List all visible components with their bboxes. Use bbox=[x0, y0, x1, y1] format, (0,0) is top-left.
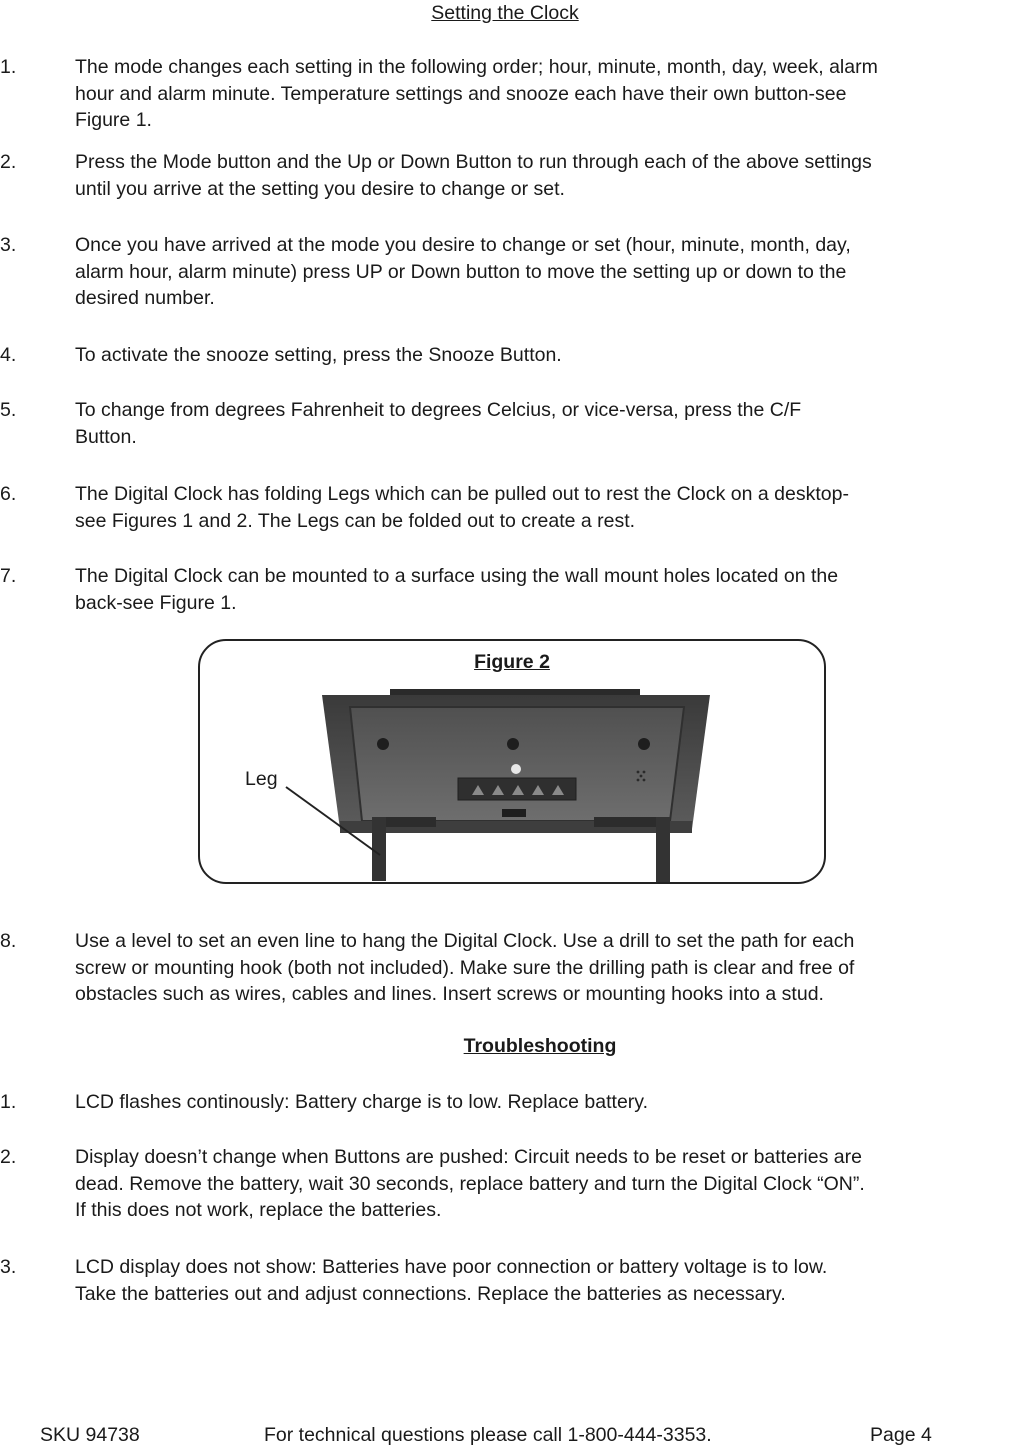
section-title-setting-the-clock: Setting the Clock bbox=[431, 2, 579, 24]
item-line: LCD display does not show: Batteries have poor connection or battery voltage is to low. bbox=[75, 1256, 828, 1278]
item-number: 2. bbox=[0, 1146, 17, 1168]
leg-right-hinge bbox=[594, 817, 656, 827]
item-line: Button. bbox=[75, 425, 137, 448]
item-number: 4. bbox=[0, 344, 17, 366]
item-number: 8. bbox=[0, 930, 17, 952]
item-line: Once you have arrived at the mode you desire to change or set (hour, minute, month, day, bbox=[75, 234, 851, 256]
item-line: until you arrive at the setting you desire to change or set. bbox=[75, 177, 565, 200]
item-number: 1. bbox=[0, 1091, 17, 1113]
section-title-troubleshooting: Troubleshooting bbox=[463, 1035, 617, 1057]
item-line: LCD flashes continously: Battery charge is to low. Replace battery. bbox=[75, 1091, 649, 1113]
leg-label: Leg bbox=[245, 768, 278, 790]
item-line: Press the Mode button and the Up or Down Button to run through each of the above settings bbox=[75, 151, 872, 173]
figure-2-panel bbox=[198, 639, 826, 884]
item-number: 3. bbox=[0, 234, 17, 256]
item-line: obstacles such as wires, cables and lines. Insert screws or mounting hooks into a stud. bbox=[75, 983, 824, 1005]
leg-left bbox=[372, 817, 386, 881]
item-line: dead. Remove the battery, wait 30 seconds, replace battery and turn the Digital Clock “ON”. bbox=[75, 1172, 865, 1195]
battery-slot bbox=[502, 809, 526, 817]
item-line: Figure 1. bbox=[75, 109, 152, 131]
item-line: alarm hour, alarm minute) press UP or Down button to move the setting up or down to the bbox=[75, 260, 847, 283]
item-line: Use a level to set an even line to hang the Digital Clock. Use a drill to set the path for each bbox=[75, 930, 855, 952]
item-number: 2. bbox=[0, 151, 17, 173]
item-number: 1. bbox=[0, 56, 17, 78]
item-line: The Digital Clock can be mounted to a surface using the wall mount holes located on the bbox=[75, 565, 839, 587]
item-line: screw or mounting hook (both not included). Make sure the drilling path is clear and free of bbox=[75, 956, 855, 979]
mount-hole-icon bbox=[507, 738, 519, 750]
footer-sku: SKU 94738 bbox=[40, 1424, 140, 1446]
mount-hole-icon bbox=[377, 738, 389, 750]
footer-page-number: Page 4 bbox=[870, 1424, 932, 1446]
leg-left-hinge bbox=[386, 817, 436, 827]
item-number: 5. bbox=[0, 399, 17, 421]
item-number: 3. bbox=[0, 1256, 17, 1278]
mount-hole-icon bbox=[638, 738, 650, 750]
item-line: see Figures 1 and 2. The Legs can be folded out to create a rest. bbox=[75, 509, 636, 532]
item-line: hour and alarm minute. Temperature settings and snooze each have their own button-see bbox=[75, 82, 847, 105]
item-line: The mode changes each setting in the following order; hour, minute, month, day, week, alarm bbox=[75, 56, 878, 78]
item-number: 7. bbox=[0, 565, 17, 587]
clock-back-illustration bbox=[200, 641, 826, 884]
figure-title: Figure 2 bbox=[474, 651, 550, 673]
item-line: If this does not work, replace the batteries. bbox=[75, 1199, 442, 1221]
item-line: desired number. bbox=[75, 287, 215, 309]
indicator-dot bbox=[511, 764, 521, 774]
footer-phone: For technical questions please call 1-800-444-3353. bbox=[264, 1424, 712, 1446]
item-line: The Digital Clock has folding Legs which can be pulled out to rest the Clock on a desktop- bbox=[75, 483, 849, 505]
leg-right bbox=[656, 817, 670, 883]
item-line: Display doesn’t change when Buttons are pushed: Circuit needs to be reset or batteries are bbox=[75, 1146, 862, 1168]
clock-back-panel bbox=[350, 707, 684, 821]
item-line: To activate the snooze setting, press the Snooze Button. bbox=[75, 344, 562, 366]
item-line: Take the batteries out and adjust connections. Replace the batteries as necessary. bbox=[75, 1282, 786, 1305]
item-line: To change from degrees Fahrenheit to degrees Celcius, or vice-versa, press the C/F bbox=[75, 399, 802, 421]
item-number: 6. bbox=[0, 483, 17, 505]
item-line: back-see Figure 1. bbox=[75, 591, 237, 614]
